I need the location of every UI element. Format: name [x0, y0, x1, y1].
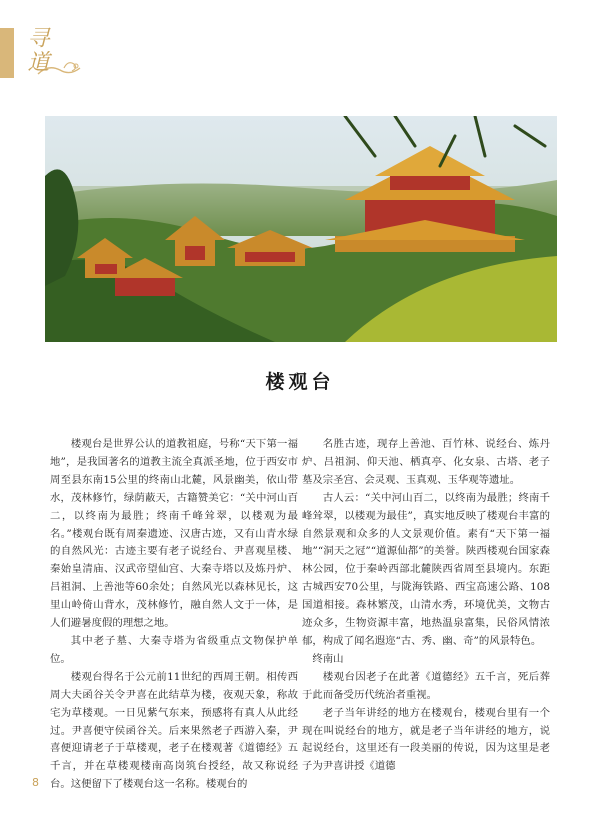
temple-landscape-photo [45, 116, 557, 342]
paragraph: 楼观台是世界公认的道教祖庭，号称“天下第一福地”，是我国著名的道教主流全真派圣地，位于西安市周至县东南15公里的终南山北麓，风景幽美，依山带水，茂林修竹，绿荫蔽天，古籍赞美它：“关中河山百二，以终南为最胜；终南千峰耸翠，以楼观为最名。”楼观台既有周秦遗迹、汉唐古迹，又有山青水绿的自然风光：古迹主要有老子说经台、尹喜观星楼、秦始皇清庙、汉武帝望仙宫、大秦寺塔以及炼丹炉、吕祖洞、上善池等60余处；自然风光以森林见长，这里山岭倚山背水，茂林修竹，融自然人文于一体，是人们避暑度假的理想之地。 [50, 438, 298, 630]
right-column [302, 436, 550, 776]
paragraph: 古人云：“关中河山百二，以终南为最胜；终南千峰耸翠，以楼观为最佳”，真实地反映了楼观台丰富的自然景观和众多的人文景观价值。素有“天下第一福地”“洞天之冠”“道源仙都”的美誉。陕西楼观台国家森林公园，位于秦岭西部北麓陕西省周至县境内。东距古城西安70公里，与陇海铁路、西宝高速公路、108国道相接。森林繁茂，山清水秀，环境优美，文物古迹众多，生物资源丰富，地热温泉富集，民俗风情浓郁，构成了闻名遐迩“古、秀、幽、奇”的风景特色。 [302, 491, 550, 647]
paragraph: 楼观台得名于公元前11世纪的西周王朝。相传西周大夫函谷关令尹喜在此结草为楼，夜观天象，称故宅为草楼观。一日见紫气东来，预感将有真人从此经过。尹喜便守侯函谷关。后来果然老子西游入秦，尹喜便迎请老子于草楼观，老子在楼观著《道德经》五千言，并在草楼观楼南高岗筑台授经，故又称说经台。这便留下了楼观台这一名称。楼观台的 [50, 670, 298, 791]
paragraph: 名胜古迹，现存上善池、百竹林、说经台、炼丹炉、吕祖洞、仰天池、栖真亭、化女泉、古塔、老子墓及宗圣宫、会灵观、玉真观、玉华观等遗址。 [302, 438, 550, 486]
subheading: 终南山 [312, 652, 344, 665]
section-logo-text: 寻道 [24, 26, 49, 74]
paragraph: 楼观台因老子在此著《道德经》五千言，死后葬于此而备受历代统治者重视。 [302, 670, 550, 701]
section-logo [20, 16, 90, 86]
paragraph: 其中老子墓、大秦寺塔为省级重点文物保护单位。 [50, 634, 298, 665]
header-accent-bar [0, 28, 14, 78]
paragraph: 老子当年讲经的地方在楼观台，楼观台里有一个现在叫说经台的地方，就是老子当年讲经的地方，说起说经台，这里还有一段美丽的传说，因为这里是老子为尹喜讲授《道德 [302, 706, 550, 773]
left-column [50, 436, 298, 794]
page-number: 8 [32, 776, 39, 789]
temple-photo [45, 116, 557, 342]
article-title: 楼观台 [265, 371, 335, 393]
